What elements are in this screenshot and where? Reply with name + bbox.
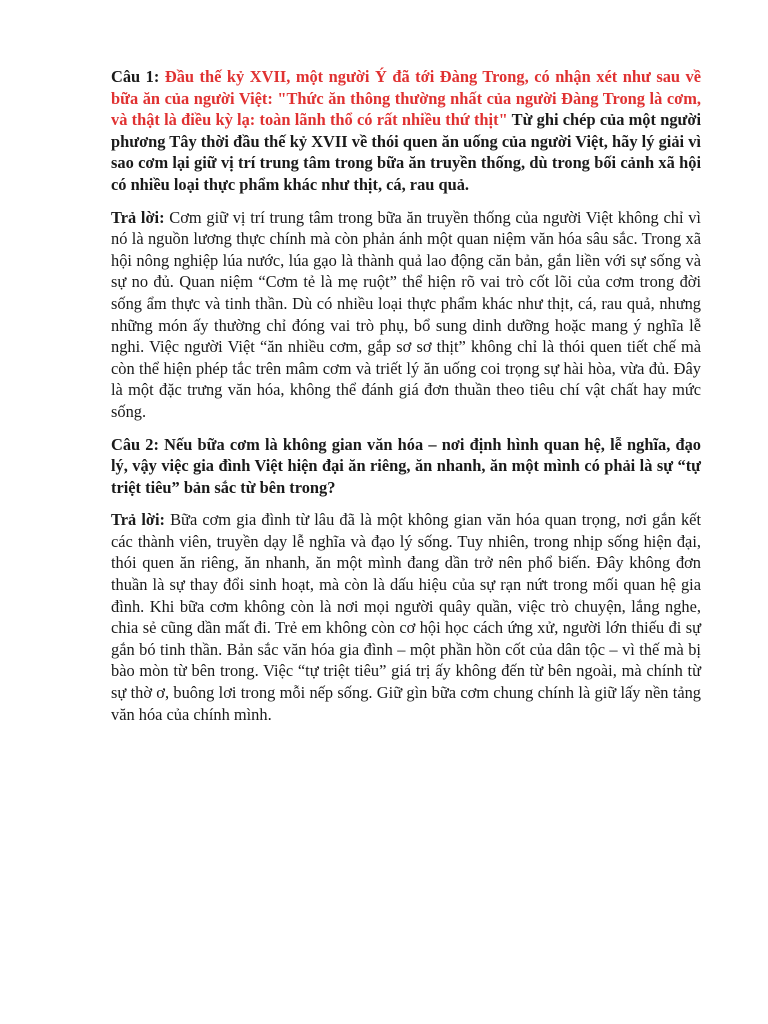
answer-1-label: Trả lời: (111, 207, 165, 227)
document-page (111, 66, 701, 725)
answer-2-label: Trả lời: (111, 510, 165, 530)
answer-2 (111, 509, 701, 725)
answer-1-text: Cơm giữ vị trí trung tâm trong bữa ăn truyền thống của người Việt không chỉ vì nó là nguồn lương thực chính mà còn phản ánh một quan niệm văn hóa sâu sắc. Trong xã hội nông nghiệp lúa nước, lúa gạo là thành quả lao động căn bản, gắn liền với sự sống và sự no đủ. Quan niệm “Cơm tẻ là mẹ ruột” thể hiện rõ vai trò cốt lõi của cơm trong đời sống ẩm thực và tinh thần. Dù có nhiều loại thực phẩm khác như thịt, cá, rau quả, nhưng những món ấy thường chỉ đóng vai trò phụ, bổ sung dinh dưỡng hoặc mang ý nghĩa lễ nghi. Việc người Việt “ăn nhiều cơm, gắp sơ sơ thịt” không chỉ là thói quen tiết chế mà còn thể hiện phép tắc trên mâm cơm và triết lý ăn uống coi trọng sự hài hòa, vừa đủ. Đây là một đặc trưng văn hóa, không thể đánh giá đơn thuần theo tiêu chí vật chất hay mức sống. (111, 207, 701, 421)
question-1-text: Từ ghi chép của một người phương Tây thời đầu thế kỷ XVII về thói quen ăn uống của người Việt, hãy lý giải vì sao cơm lại giữ vị trí trung tâm trong bữa ăn truyền thống, dù trong bối cảnh xã hội có nhiều loại thực phẩm khác như thịt, cá, rau quả. (111, 110, 701, 194)
answer-1 (111, 207, 701, 423)
answer-2-text: Bữa cơm gia đình từ lâu đã là một không gian văn hóa quan trọng, nơi gắn kết các thành viên, truyền dạy lễ nghĩa và đạo lý sống. Tuy nhiên, trong nhịp sống hiện đại, thói quen ăn riêng, ăn nhanh, ăn một mình đang dần trở nên phổ biến. Đây không đơn thuần là sự thay đổi sinh hoạt, mà còn là dấu hiệu của sự rạn nứt trong mối quan hệ gia đình. Khi bữa cơm không còn là nơi mọi người quây quần, việc trò chuyện, lắng nghe, chia sẻ cũng dần mất đi. Trẻ em không còn cơ hội học cách ứng xử, người lớn thiếu đi sự gắn bó tinh thần. Bản sắc văn hóa gia đình – một phần hồn cốt của dân tộc – vì thế mà bị bào mòn từ bên trong. Việc “tự triệt tiêu” giá trị ấy không đến từ bên ngoài, mà chính từ sự thờ ơ, buông lơi trong mỗi nếp sống. Giữ gìn bữa cơm chung chính là giữ lấy nền tảng văn hóa của chính mình. (111, 510, 701, 724)
question-2 (111, 434, 701, 499)
question-1 (111, 66, 701, 196)
question-1-quote: Đầu thế kỷ XVII, một người Ý đã tới Đàng Trong, có nhận xét như sau về bữa ăn của người Việt: "Thức ăn thông thường nhất của người Đàng Trong là cơm, và thật là điều kỳ lạ: toàn lãnh thổ có rất nhiều thứ thịt" (111, 67, 702, 130)
question-2-text: Nếu bữa cơm là không gian văn hóa – nơi định hình quan hệ, lễ nghĩa, đạo lý, vậy việc gia đình Việt hiện đại ăn riêng, ăn nhanh, ăn một mình có phải là sự “tự triệt tiêu” bản sắc từ bên trong? (111, 434, 701, 497)
question-1-label: Câu 1: (111, 67, 165, 86)
question-2-label: Câu 2: (111, 434, 159, 454)
